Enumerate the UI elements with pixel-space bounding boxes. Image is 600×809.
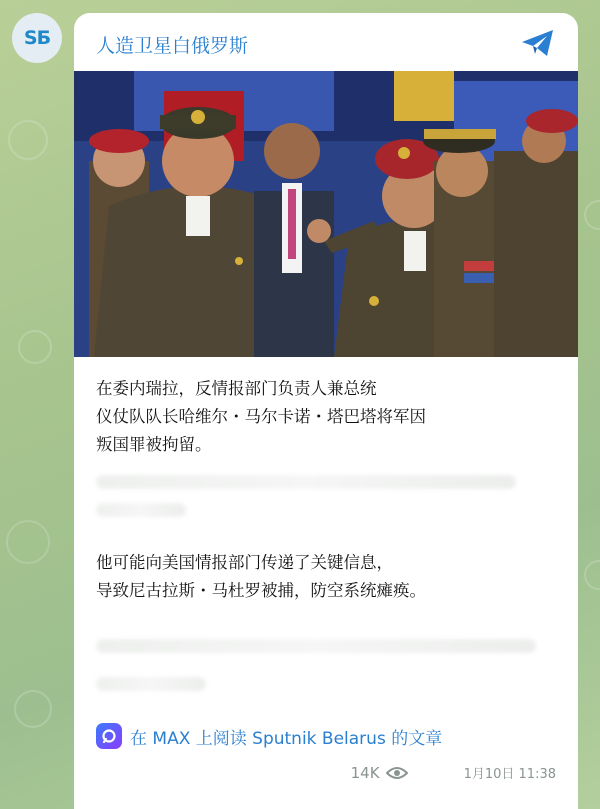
- message-meta: [351, 763, 556, 782]
- channel-avatar[interactable]: [12, 13, 62, 63]
- message-card: [74, 13, 578, 809]
- photo-illustration: [74, 71, 578, 357]
- wallpaper-doodle: [584, 200, 600, 230]
- blurred-text: [96, 475, 516, 489]
- blurred-text: [96, 639, 536, 653]
- eye-icon: [386, 766, 408, 780]
- wallpaper-doodle: [584, 560, 600, 590]
- channel-avatar-text: SБ: [23, 27, 51, 49]
- blurred-text: [96, 503, 186, 517]
- post-text-line: 他可能向美国情报部门传递了关键信息，: [96, 553, 393, 572]
- read-on-max-label: 在 MAX 上阅读 Sputnik Belarus 的文章: [130, 728, 443, 749]
- channel-name[interactable]: 人造卫星白俄罗斯: [96, 35, 249, 57]
- post-text-line: 叛国罪被拘留。: [96, 435, 212, 454]
- post-paragraph-1: [96, 375, 426, 459]
- blurred-text: [96, 677, 206, 691]
- view-count: 14K: [350, 763, 380, 782]
- wallpaper-doodle: [18, 330, 52, 364]
- max-app-icon: [96, 723, 122, 749]
- message-timestamp: 1月10日 11:38: [463, 767, 556, 782]
- post-text-line: 在委内瑞拉，反情报部门负责人兼总统: [96, 379, 377, 398]
- post-paragraph-2: [96, 549, 426, 605]
- post-photo[interactable]: [74, 71, 578, 357]
- wallpaper-doodle: [8, 120, 48, 160]
- post-text-line: 仪仗队队长哈维尔・马尔卡诺・塔巴塔将军因: [96, 407, 426, 426]
- wallpaper-doodle: [6, 520, 50, 564]
- paper-plane-icon[interactable]: [520, 27, 556, 59]
- wallpaper-doodle: [14, 690, 52, 728]
- read-on-max-link[interactable]: [96, 723, 442, 749]
- post-text-line: 导致尼古拉斯・马杜罗被捕，防空系统瘫痪。: [96, 581, 426, 600]
